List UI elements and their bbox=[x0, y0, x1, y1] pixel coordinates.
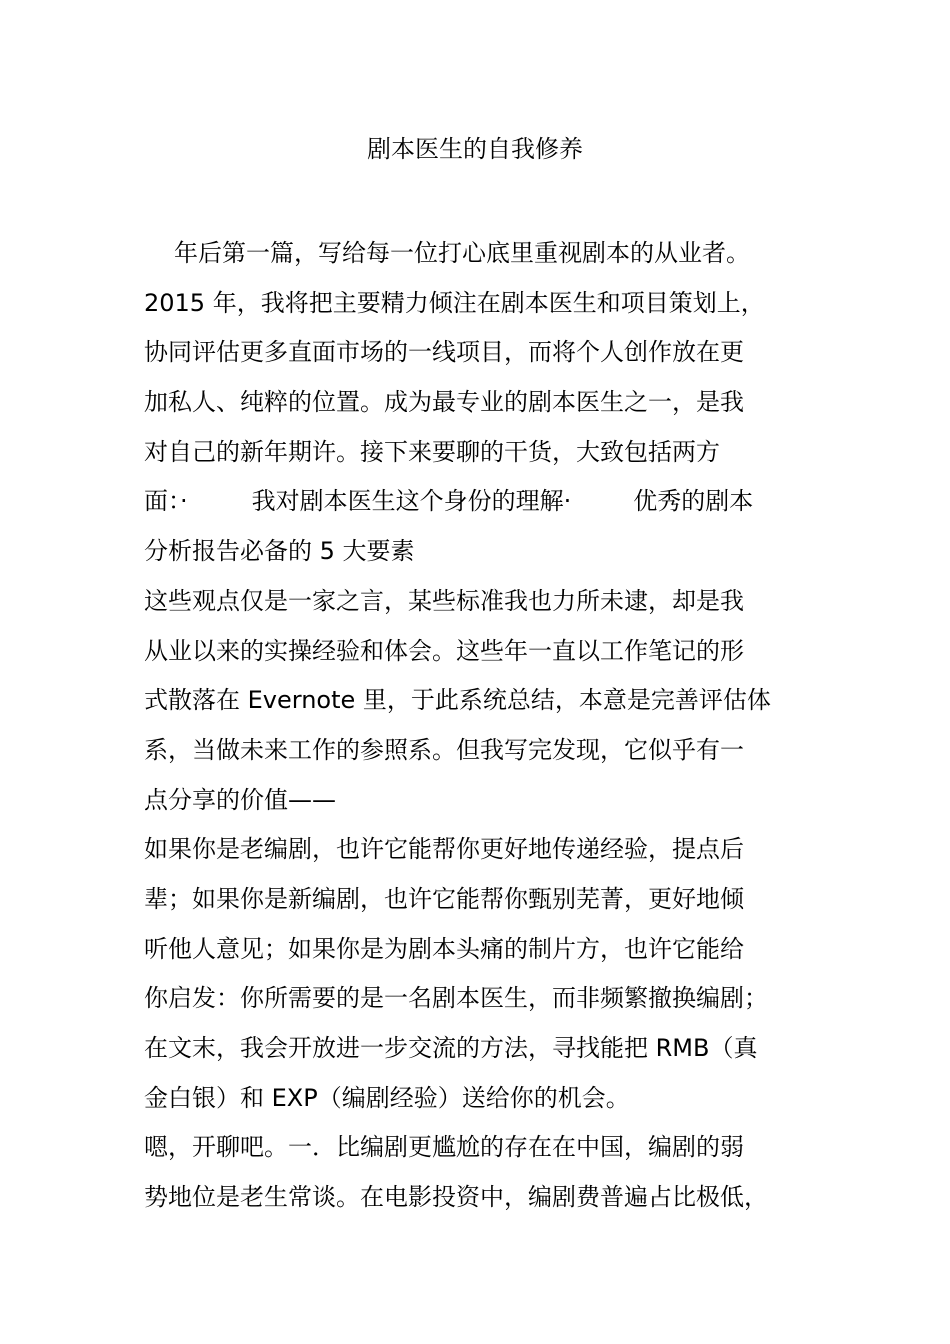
paragraph-line: 式散落在 Evernote 里，于此系统总结，本意是完善评估体 bbox=[144, 686, 771, 715]
list-intro-text: 面：· bbox=[144, 487, 188, 516]
paragraph-line: 年后第一篇，写给每一位打心底里重视剧本的从业者。 bbox=[174, 239, 750, 267]
list-item-text: 我对剧本医生这个身份的理解· bbox=[251, 487, 572, 516]
paragraph-line: 点分享的价值—— bbox=[144, 785, 336, 814]
paragraph-line-list bbox=[144, 477, 808, 527]
paragraph-line: 嗯，开聊吧。一．比编剧更尴尬的存在在中国，编剧的弱 bbox=[144, 1133, 744, 1162]
paragraph-line: 金白银）和 EXP（编剧经验）送给你的机会。 bbox=[144, 1083, 630, 1112]
paragraph-line: 分析报告必备的 5 大要素 bbox=[144, 537, 415, 566]
paragraph-line: 听他人意见；如果你是为剧本头痛的制片方，也许它能给 bbox=[144, 934, 744, 963]
paragraph-line: 从业以来的实操经验和体会。这些年一直以工作笔记的形 bbox=[144, 636, 744, 665]
paragraph-line: 在文末，我会开放进一步交流的方法，寻找能把 RMB（真 bbox=[144, 1034, 758, 1062]
paragraph-line: 2015 年，我将把主要精力倾注在剧本医生和项目策划上， bbox=[144, 288, 765, 317]
document-body bbox=[144, 229, 808, 1223]
paragraph-line: 这些观点仅是一家之言，某些标准我也力所未逮，却是我 bbox=[144, 586, 744, 615]
paragraph-line: 对自己的新年期许。接下来要聊的干货，大致包括两方 bbox=[144, 437, 720, 466]
paragraph-line: 辈；如果你是新编剧，也许它能帮你甄别芜菁，更好地倾 bbox=[144, 884, 744, 913]
paragraph-line: 如果你是老编剧，也许它能帮你更好地传递经验，提点后 bbox=[144, 835, 744, 864]
paragraph-line: 势地位是老生常谈。在电影投资中，编剧费普遍占比极低， bbox=[144, 1183, 768, 1212]
paragraph-line: 系，当做未来工作的参照系。但我写完发现，它似乎有一 bbox=[144, 735, 744, 764]
paragraph-line: 协同评估更多直面市场的一线项目，而将个人创作放在更 bbox=[144, 338, 744, 367]
paragraph-line: 加私人、纯粹的位置。成为最专业的剧本医生之一，是我 bbox=[144, 388, 744, 417]
paragraph-line: 你启发：你所需要的是一名剧本医生，而非频繁撤换编剧； bbox=[144, 984, 768, 1013]
list-item-text: 优秀的剧本 bbox=[633, 487, 754, 516]
document-title: 剧本医生的自我修养 bbox=[367, 135, 583, 163]
